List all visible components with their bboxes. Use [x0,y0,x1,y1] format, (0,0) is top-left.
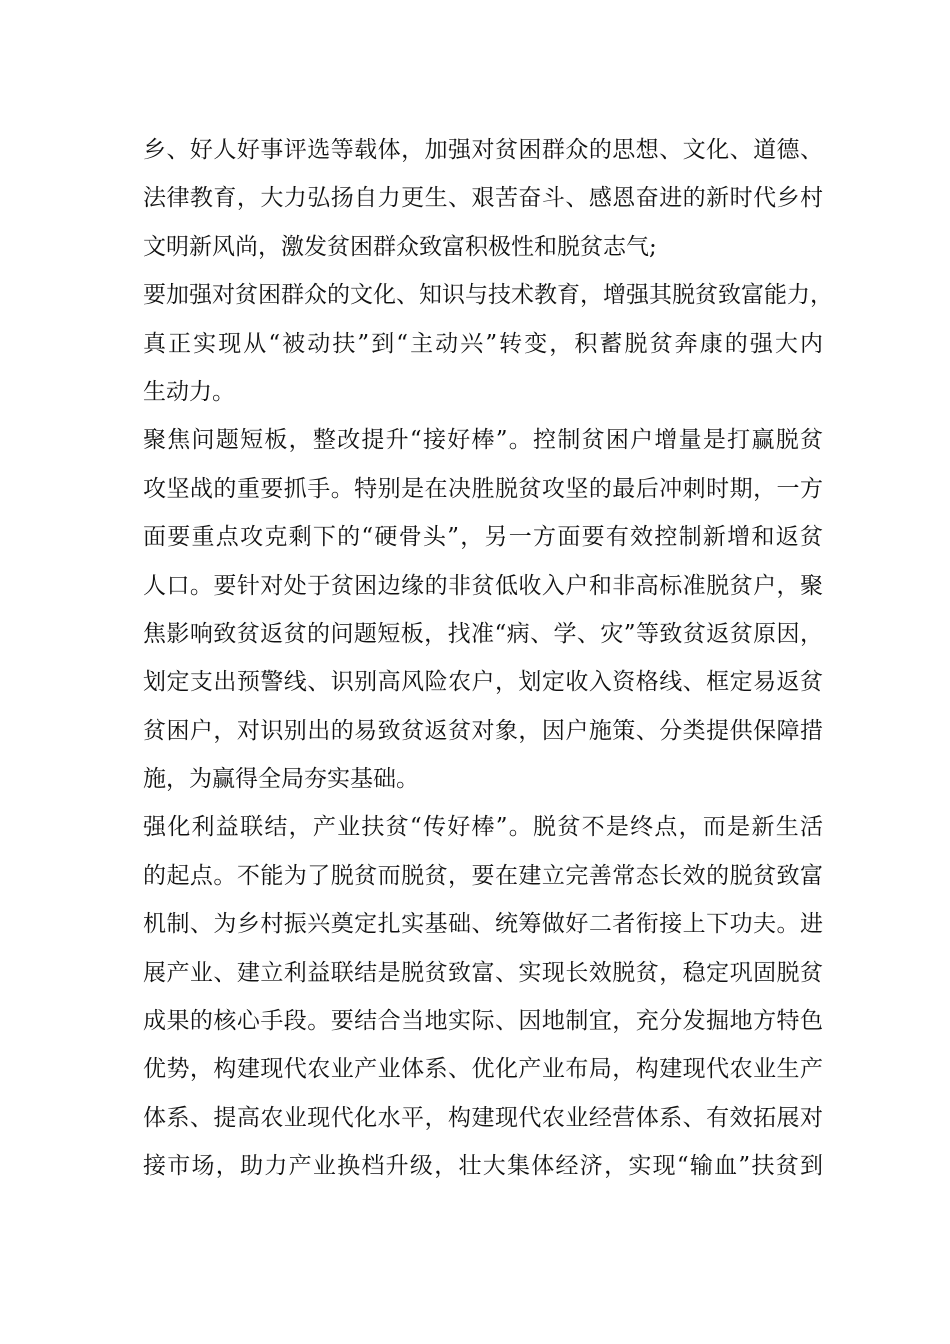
text-line: 体系、提高农业现代化水平，构建现代农业经营体系、有效拓展对 [143,1104,823,1131]
text-line: 展产业、建立利益联结是脱贫致富、实现长效脱贫，稳定巩固脱贫 [143,959,823,986]
text-line: 接市场，助力产业换档升级，壮大集体经济，实现“输血”扶贫到 [143,1153,823,1180]
text-line: 成果的核心手段。要结合当地实际、因地制宜，充分发掘地方特色 [143,1008,823,1035]
text-line: 划定支出预警线、识别高风险农户，划定收入资格线、框定易返贫 [143,669,823,696]
text-line: 优势，构建现代农业产业体系、优化产业布局，构建现代农业生产 [143,1056,823,1083]
body-text [143,126,833,1191]
text-line: 焦影响致贫返贫的问题短板，找准“病、学、灾”等致贫返贫原因， [143,620,823,647]
text-line: 文明新风尚，激发贫困群众致富积极性和脱贫志气; [143,233,657,260]
text-line: 真正实现从“被动扶”到“主动兴”转变，积蓄脱贫奔康的强大内 [143,330,823,357]
text-line: 乡、好人好事评选等载体，加强对贫困群众的思想、文化、道德、 [143,137,823,163]
text-line: 的起点。不能为了脱贫而脱贫，要在建立完善常态长效的脱贫致富 [143,862,823,889]
text-line: 贫困户，对识别出的易致贫返贫对象，因户施策、分类提供保障措 [143,717,823,744]
text-line: 聚焦问题短板，整改提升“接好棒”。控制贫困户增量是打赢脱贫 [143,427,823,454]
text-line: 强化利益联结，产业扶贫“传好棒”。脱贫不是终点，而是新生活 [143,814,823,841]
text-line: 攻坚战的重要抓手。特别是在决胜脱贫攻坚的最后冲刺时期，一方 [143,475,823,502]
text-line: 机制、为乡村振兴奠定扎实基础、统筹做好二者衔接上下功夫。进 [143,911,823,938]
text-line: 面要重点攻克剩下的“硬骨头”，另一方面要有效控制新增和返贫 [143,524,823,551]
text-line: 法律教育，大力弘扬自力更生、艰苦奋斗、感恩奋进的新时代乡村 [143,185,823,212]
text-line: 生动力。 [143,378,235,405]
text-line: 施，为赢得全局夯实基础。 [143,766,419,793]
text-line: 要加强对贫困群众的文化、知识与技术教育，增强其脱贫致富能力， [143,282,833,309]
text-line: 人口。要针对处于贫困边缘的非贫低收入户和非高标准脱贫户，聚 [143,572,823,599]
